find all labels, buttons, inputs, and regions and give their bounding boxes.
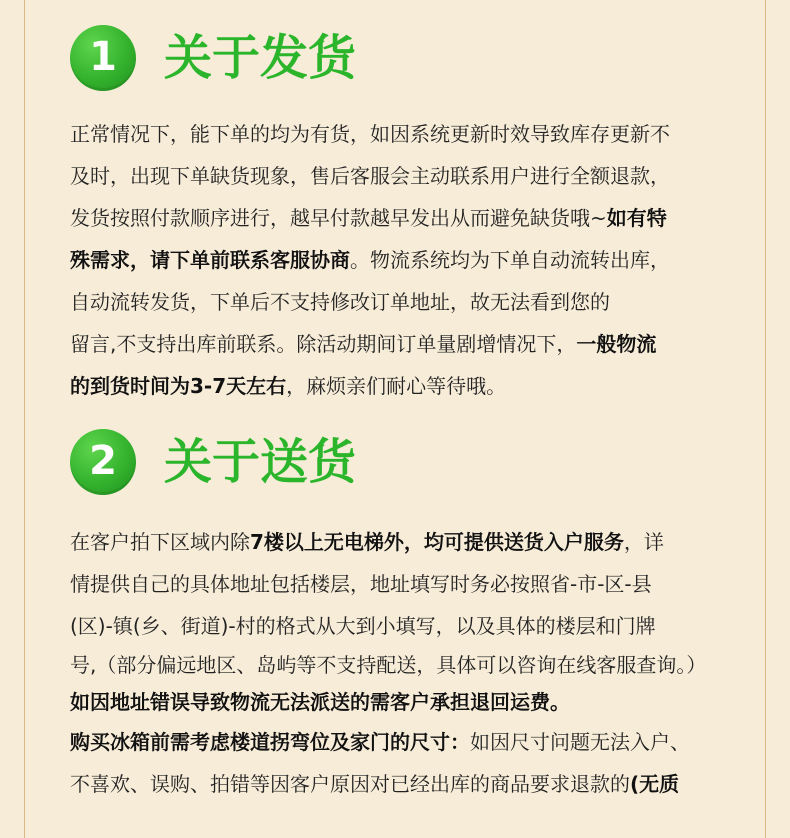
text-run: 正常情况下，能下单的均为有货，如因系统更新时效导致库存更新不 [70, 122, 670, 146]
text-run: 情提供自己的具体地址包括楼层，地址填写时务必按照省-市-区-县 [70, 572, 652, 596]
text-run: 不喜欢、误购、拍错等因客户原因对已经出库的商品要求退款的 [70, 772, 630, 796]
shipping-line-7 [70, 365, 740, 407]
text-run: 号,（部分偏远地区、岛屿等不支持配送，具体可以咨询在线客服查询。） [70, 653, 707, 677]
text-run: (区)-镇(乡、街道)-村的格式从大到小填写，以及具体的楼层和门牌 [70, 614, 656, 638]
emphasis-text: 的到货时间为3-7天左右 [70, 374, 287, 398]
text-run: ，麻烦亲们耐心等待哦。 [286, 374, 507, 398]
shipping-paragraph [70, 113, 740, 407]
section-title-delivery: 关于送货 [164, 434, 357, 490]
delivery-line-4 [70, 647, 740, 684]
right-border-line [765, 0, 766, 838]
emphasis-text: 7楼以上无电梯外，均可提供送货入户服务 [250, 530, 624, 554]
section-number-badge: 2 [70, 429, 136, 495]
text-run: 如因尺寸问题无法入户、 [470, 730, 690, 754]
section-title-shipping: 关于发货 [164, 30, 357, 86]
emphasis-text: 购买冰箱前需考虑楼道拐弯位及家门的尺寸： [70, 730, 470, 754]
delivery-line-1 [70, 521, 740, 563]
text-run: 留言,不支持出库前联系。除活动期间订单量剧增情况下， [70, 332, 577, 356]
shipping-line-5 [70, 281, 740, 323]
text-run: 自动流转发货，下单后不支持修改订单地址，故无法看到您的 [70, 290, 610, 314]
emphasis-text: 如因地址错误导致物流无法派送的需客户承担退回运费。 [70, 690, 570, 714]
delivery-line-5 [70, 684, 740, 721]
delivery-line-7 [70, 763, 740, 805]
text-run: 及时，出现下单缺货现象，售后客服会主动联系用户进行全额退款， [70, 164, 670, 188]
section-number-badge: 1 [70, 25, 136, 91]
shipping-line-3 [70, 197, 740, 239]
section-header-shipping [70, 22, 356, 94]
text-run: 发货按照付款顺序进行，越早付款越早发出从而避免缺货哦~ [70, 206, 607, 230]
left-border-line [24, 0, 25, 838]
text-run: ，详 [623, 530, 664, 554]
delivery-line-6 [70, 721, 740, 763]
delivery-line-3 [70, 605, 740, 647]
emphasis-text: 殊需求，请下单前联系客服协商 [70, 248, 350, 272]
delivery-paragraph [70, 521, 740, 805]
shipping-line-4 [70, 239, 740, 281]
shipping-line-6 [70, 323, 740, 365]
emphasis-text: 一般物流 [576, 332, 657, 356]
shipping-line-1 [70, 113, 740, 155]
emphasis-text: 如有特 [606, 206, 667, 230]
shipping-line-2 [70, 155, 740, 197]
text-run: 。物流系统均为下单自动流转出库， [350, 248, 670, 272]
text-run: 在客户拍下区域内除 [70, 530, 250, 554]
delivery-line-2 [70, 563, 740, 605]
emphasis-text: (无质 [630, 772, 680, 796]
section-header-delivery [70, 426, 356, 498]
